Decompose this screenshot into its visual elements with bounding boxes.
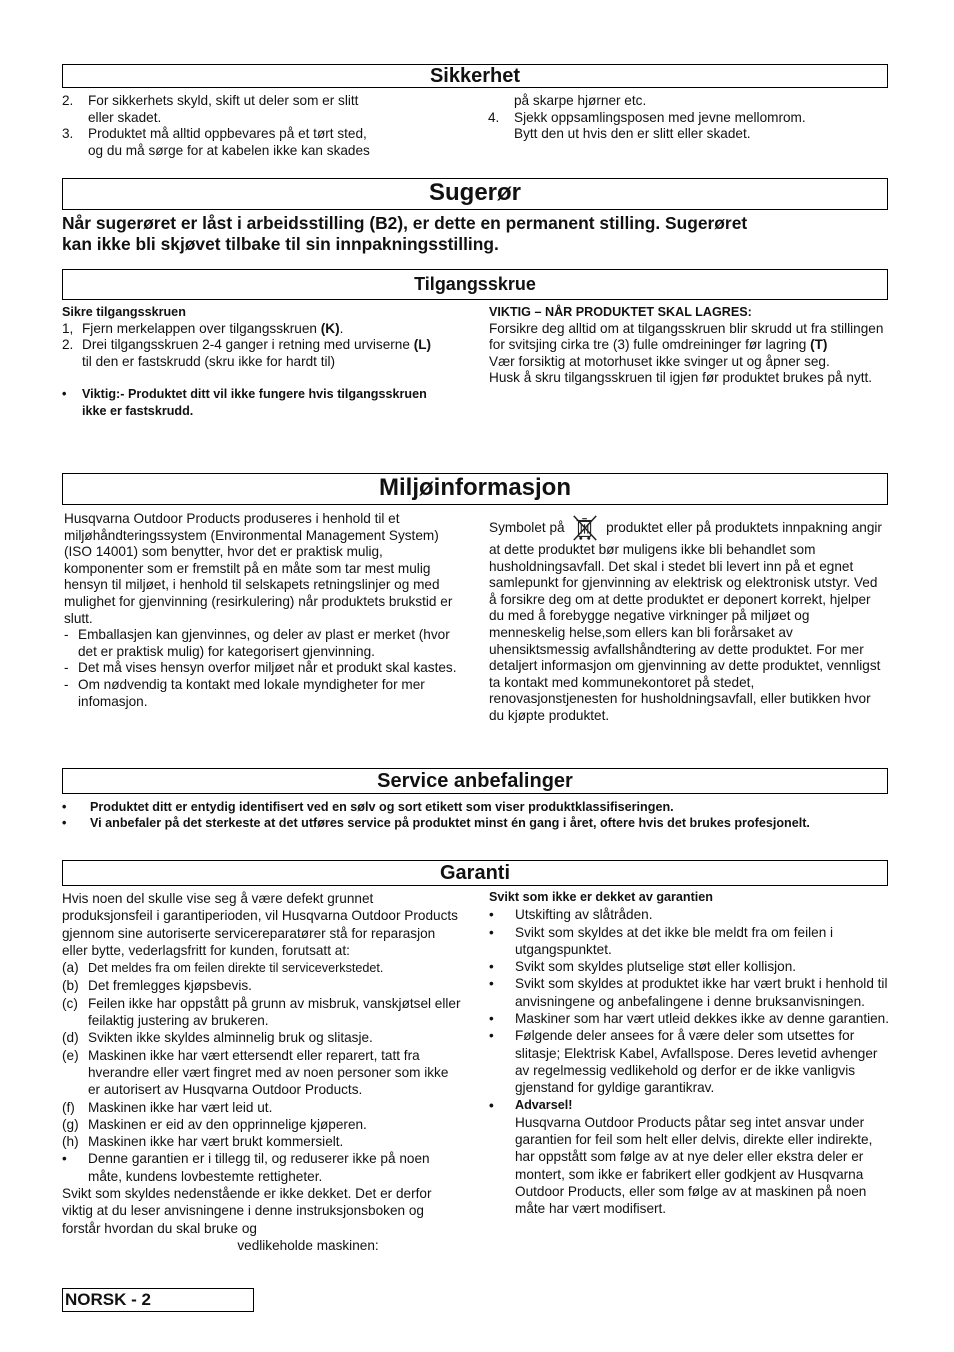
list-text: Svikt som skyldes at produktet ikke har vært brukt i henhold til anvisningene og anbefalingene i denne bruksanvisningen. (515, 976, 888, 1009)
list-marker: • (489, 959, 494, 975)
list-marker: • (489, 1011, 494, 1027)
section-header-miljo (62, 473, 888, 505)
list-text: Maskinen er eid av den opprinnelige kjøperen. (88, 1116, 367, 1132)
sugeror-intro: Når sugerøret er låst i arbeidsstilling (B2), er dette en permanent stilling. Sugerøret kan ikke bli skjøvet tilbake til sin innpakningsstilling. (62, 213, 748, 254)
list-item: - Det må vises hensyn overfor miljøet når et produkt skal kastes. (64, 660, 457, 676)
list-text: Svikt som skyldes plutselige støt eller kollisjon. (515, 959, 797, 975)
list-item: • Produktet ditt er entydig identifisert ved en sølv og sort etikett som viser produktklassifiseringen. (62, 800, 674, 814)
list-item (62, 1099, 464, 1116)
list-marker: (e) (62, 1047, 79, 1063)
list-item (62, 1029, 464, 1046)
garanti-right-column (489, 889, 891, 1218)
section-header-service (62, 768, 888, 794)
list-item (489, 975, 891, 1010)
list-item: 4. Sjekk oppsamlingsposen med jevne mellomrom. Bytt den ut hvis den er slitt eller skadet. (488, 109, 806, 142)
list-text: Svikten ikke skyldes alminnelig bruk og slitasje. (88, 1030, 373, 1046)
list-text: Utskifting av slåtråden. (515, 907, 653, 923)
warning-item: • Advarsel! Husqvarna Outdoor Products påtar seg intet ansvar under garantien for feil som helt eller delvis, direkte eller indirekte, har oppstått som følge av at nye deler eller ekstra deler er montert, som ikke er fabrikert eller godkjent av Husqvarna Outdoor Products, eller som følge av at maskinen på noen måte har vært modifisert. (489, 1097, 873, 1217)
list-item: 2. Drei tilgangsskruen 2-4 ganger i retning med urviserne (L) til den er fastskrudd (skru ikke for hardt til) (62, 337, 432, 369)
section-title: Tilgangsskrue (414, 274, 536, 294)
list-marker: (c) (62, 995, 78, 1011)
list-text: Det meldes fra om feilen direkte til serviceverkstedet. (88, 961, 384, 976)
list-text: Maskinen ikke har vært leid ut. (88, 1099, 273, 1115)
crossed-bin-icon (571, 514, 599, 542)
section-header-garanti (62, 860, 888, 886)
list-item: 1, Fjern merkelappen over tilgangsskruen (K). (62, 320, 344, 336)
subheading: VIKTIG – NÅR PRODUKTET SKAL LAGRES: (489, 305, 752, 319)
conditions-list (62, 959, 464, 1185)
list-marker: (h) (62, 1134, 79, 1150)
list-item: 3. Produktet må alltid oppbevares på et tørt sted, og du må sørge for at kabelen ikke kan skades (62, 126, 370, 158)
list-item: 2. For sikkerhets skyld, skift ut deler som er slitt eller skadet. (62, 93, 359, 125)
list-text: Svikt som skyldes at det ikke ble meldt fra om feilen i utgangspunktet. (515, 924, 834, 957)
tilgangsskrue-right-column: VIKTIG – NÅR PRODUKTET SKAL LAGRES: Forsikre deg alltid om at tilgangsskruen blir skrudd ut fra stillingen for svitsjing cirka tre (3) fulle omdreininger før lagring (T) Vær forsiktig at motorhuset ikke svinger ut og åpner seg. Husk å skru tilgangsskruen til igjen før produktet brukes på nytt. (489, 304, 889, 387)
sikkerhet-left-column (62, 93, 462, 159)
list-marker: • (62, 1151, 67, 1167)
list-item (62, 995, 464, 1030)
garanti-left-column: Hvis noen del skulle vise seg å være defekt grunnet produksjonsfeil i garantiperioden, vil Husqvarna Outdoor Products gjennom sine autoriserte servicereparatører stå for reparasjon eller bytte, vederlagsfritt for kunden, forutsatt at: (a) Det meldes fra om feilen direkte til serviceverkstedet. (b) Det fremlegges kjøpsbevis. (c) Feilen ikke har oppstått på grunn av misbruk, vanskjøtsel eller feilaktig justering av brukeren. (d) Svikten ikke skyldes alminnelig bruk og slitasje. (e) Maskinen ikke har vært ettersendt eller reparert, tatt fra hverandre eller vært fingret med av noen personer som ikke er autorisert av Husqvarna Outdoor Products. (f) Maskinen ikke har vært leid ut. (g) Maskinen er eid av den opprinnelige kjøperen. (h) Maskinen ikke har vært brukt kommersielt. • Denne garantien er i tillegg til, og reduserer ikke på noen måte, kundens lovbestemte rettigheter. Svikt som skyldes nedenstående er ikke dekket. Det er derfor viktig at du leser anvisningene i denne instruksjonsboken og forstår hvordan du skal bruke og vedlikeholde maskinen: (62, 890, 464, 1254)
page-label: NORSK - 2 (65, 1290, 151, 1309)
list-item: - Emballasjen kan gjenvinnes, og deler av plast er merket (hvor det er praktisk mulig) for kategorisert gjenvinning. (64, 627, 450, 659)
list-item (62, 1116, 464, 1133)
list-marker: • (489, 1028, 494, 1044)
list-item (489, 958, 891, 975)
tilgangsskrue-left-column (62, 304, 434, 420)
section-header-sugeror (62, 178, 888, 210)
list-item (62, 977, 464, 994)
list-text: Maskinen ikke har vært brukt kommersielt. (88, 1134, 344, 1150)
list-item (489, 906, 891, 923)
list-marker: (f) (62, 1099, 75, 1115)
list-item: • Vi anbefaler på det sterkeste at det utføres service på produktet minst én gang i året, oftere hvis det brukes profesjonelt. (62, 816, 810, 830)
list-text: Feilen ikke har oppstått på grunn av misbruk, vanskjøtsel eller feilaktig justering av brukeren. (88, 995, 461, 1029)
section-title: Service anbefalinger (377, 770, 573, 792)
list-marker: (b) (62, 978, 79, 994)
list-text: Denne garantien er i tillegg til, og reduserer ikke på noen måte, kundens lovbestemte rettigheter. (88, 1151, 430, 1184)
section-header-sikkerhet (62, 64, 888, 88)
list-text: Følgende deler ansees for å være deler som utsettes for slitasje; Elektrisk Kabel, Avfallspose. Deres levetid avhenger av regelmessig vedlikehold og derfor er de ikke vanligvis gjenstand for gyldige garantikrav. (515, 1028, 878, 1096)
list-marker: (a) (62, 960, 79, 976)
section-header-tilgangsskrue (62, 269, 888, 300)
page-footer (62, 1288, 254, 1312)
list-item (489, 1010, 891, 1027)
miljo-left-column: Husqvarna Outdoor Products produseres i henhold til et miljøhåndteringssystem (Environmental Management System) (ISO 14001) som benytter, hvor det er praktisk mulig, komponenter som er fremstilt på en måte som tar mest mulig hensyn til miljøet, i henhold til selskapets retningslinjer og med mulighet for gjenvinning (resirkulering) når produktets brukstid er slutt. - Emballasjen kan gjenvinnes, og deler av plast er merket (hvor det er praktisk mulig) for kategorisert gjenvinning. - Det må vises hensyn overfor miljøet når et produkt skal kastes. - Om nødvendig ta kontakt med lokale myndigheter for mer infomasjon. (64, 511, 464, 710)
not-covered-list (489, 906, 891, 1096)
list-text: Det fremlegges kjøpsbevis. (88, 978, 252, 994)
section-title: Miljøinformasjon (379, 474, 571, 501)
warning-item: • Viktig:- Produktet ditt vil ikke fungere hvis tilgangsskruen ikke er fastskrudd. (62, 387, 427, 418)
list-item (62, 1133, 464, 1150)
list-marker: • (489, 976, 494, 992)
miljo-right-column: Symbolet på produktet eller på produktets innpakning angir at dette produktet bør muligens ikke bli behandlet som husholdningsavfall. Det skal i stedet bli levert inn på et egnet samlepunkt for gjenvinning av elektrisk og elektronisk utstyr. Ved å forsikre deg om at dette produktet er deponert korrekt, hjelper du med å forebygge negative virkninger på miljøet og menneskelig helse,som ellers kan bli forårsaket av uhensiktsmessig avfallshåndtering av dette produktet. For mer detaljert informasjon om gjenvinning av dette produktet, vennligst ta kontakt med kommunekontoret på stedet, renovasjonstjenesten for husholdningsavfall, eller butikken hvor du kjøpte produktet. (489, 514, 885, 725)
sikkerhet-right-column: på skarpe hjørner etc. 4. Sjekk oppsamlingsposen med jevne mellomrom. Bytt den ut hvis den er slitt eller skadet. (488, 93, 890, 143)
list-item (489, 924, 891, 959)
list-item (62, 1150, 464, 1185)
list-marker: • (489, 924, 494, 940)
subheading: Svikt som ikke er dekket av garantien (489, 890, 714, 904)
section-title: Garanti (439, 862, 511, 884)
list-text: Maskiner som har vært utleid dekkes ikke av denne garantien. (515, 1011, 890, 1027)
section-title: Sugerør (428, 179, 521, 206)
list-marker: (g) (62, 1116, 79, 1132)
section-title: Sikkerhet (429, 65, 521, 87)
list-marker: • (489, 907, 494, 923)
list-item: - Om nødvendig ta kontakt med lokale myndigheter for mer infomasjon. (64, 676, 425, 709)
list-item (62, 959, 464, 977)
service-list (62, 799, 888, 831)
list-item (489, 1027, 891, 1096)
list-marker: (d) (62, 1030, 79, 1046)
list-item (62, 1047, 464, 1099)
subheading: Sikre tilgangsskruen (62, 305, 186, 319)
list-text: Maskinen ikke har vært ettersendt eller reparert, tatt fra hverandre eller vært fingret med av noen personer som ikke er autorisert av Husqvarna Outdoor Products. (88, 1047, 449, 1098)
